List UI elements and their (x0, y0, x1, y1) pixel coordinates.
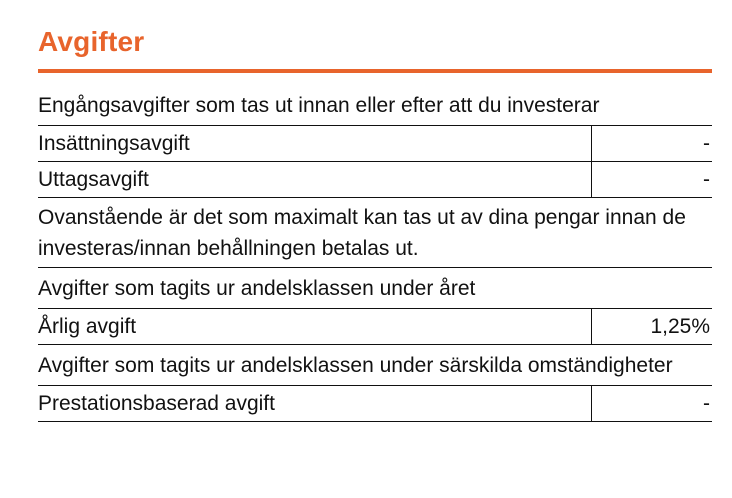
row-label-performance-fee: Prestationsbaserad avgift (38, 386, 592, 421)
table-row (38, 126, 712, 162)
table-row (38, 162, 712, 198)
section-heading-special: Avgifter som tagits ur andelsklassen under särskilda omständigheter (38, 345, 712, 386)
table-row (38, 309, 712, 345)
section-heading-one-time: Engångsavgifter som tas ut innan eller efter att du investerar (38, 73, 712, 126)
row-value-withdrawal-fee: - (703, 168, 710, 191)
row-label-deposit-fee: Insättningsavgift (38, 126, 592, 161)
page-title: Avgifter (38, 26, 145, 57)
section-heading-annual: Avgifter som tagits ur andelsklassen under året (38, 268, 712, 309)
row-label-annual-fee: Årlig avgift (38, 309, 592, 344)
one-time-fee-note: Ovanstående är det som maximalt kan tas ut av dina pengar innan de investeras/innan behållningen betalas ut. (38, 198, 712, 268)
table-row (38, 386, 712, 422)
row-label-withdrawal-fee: Uttagsavgift (38, 162, 592, 197)
row-value-annual-fee: 1,25% (650, 315, 710, 338)
row-value-performance-fee: - (703, 392, 710, 415)
row-value-deposit-fee: - (703, 132, 710, 155)
fee-panel (38, 0, 712, 422)
